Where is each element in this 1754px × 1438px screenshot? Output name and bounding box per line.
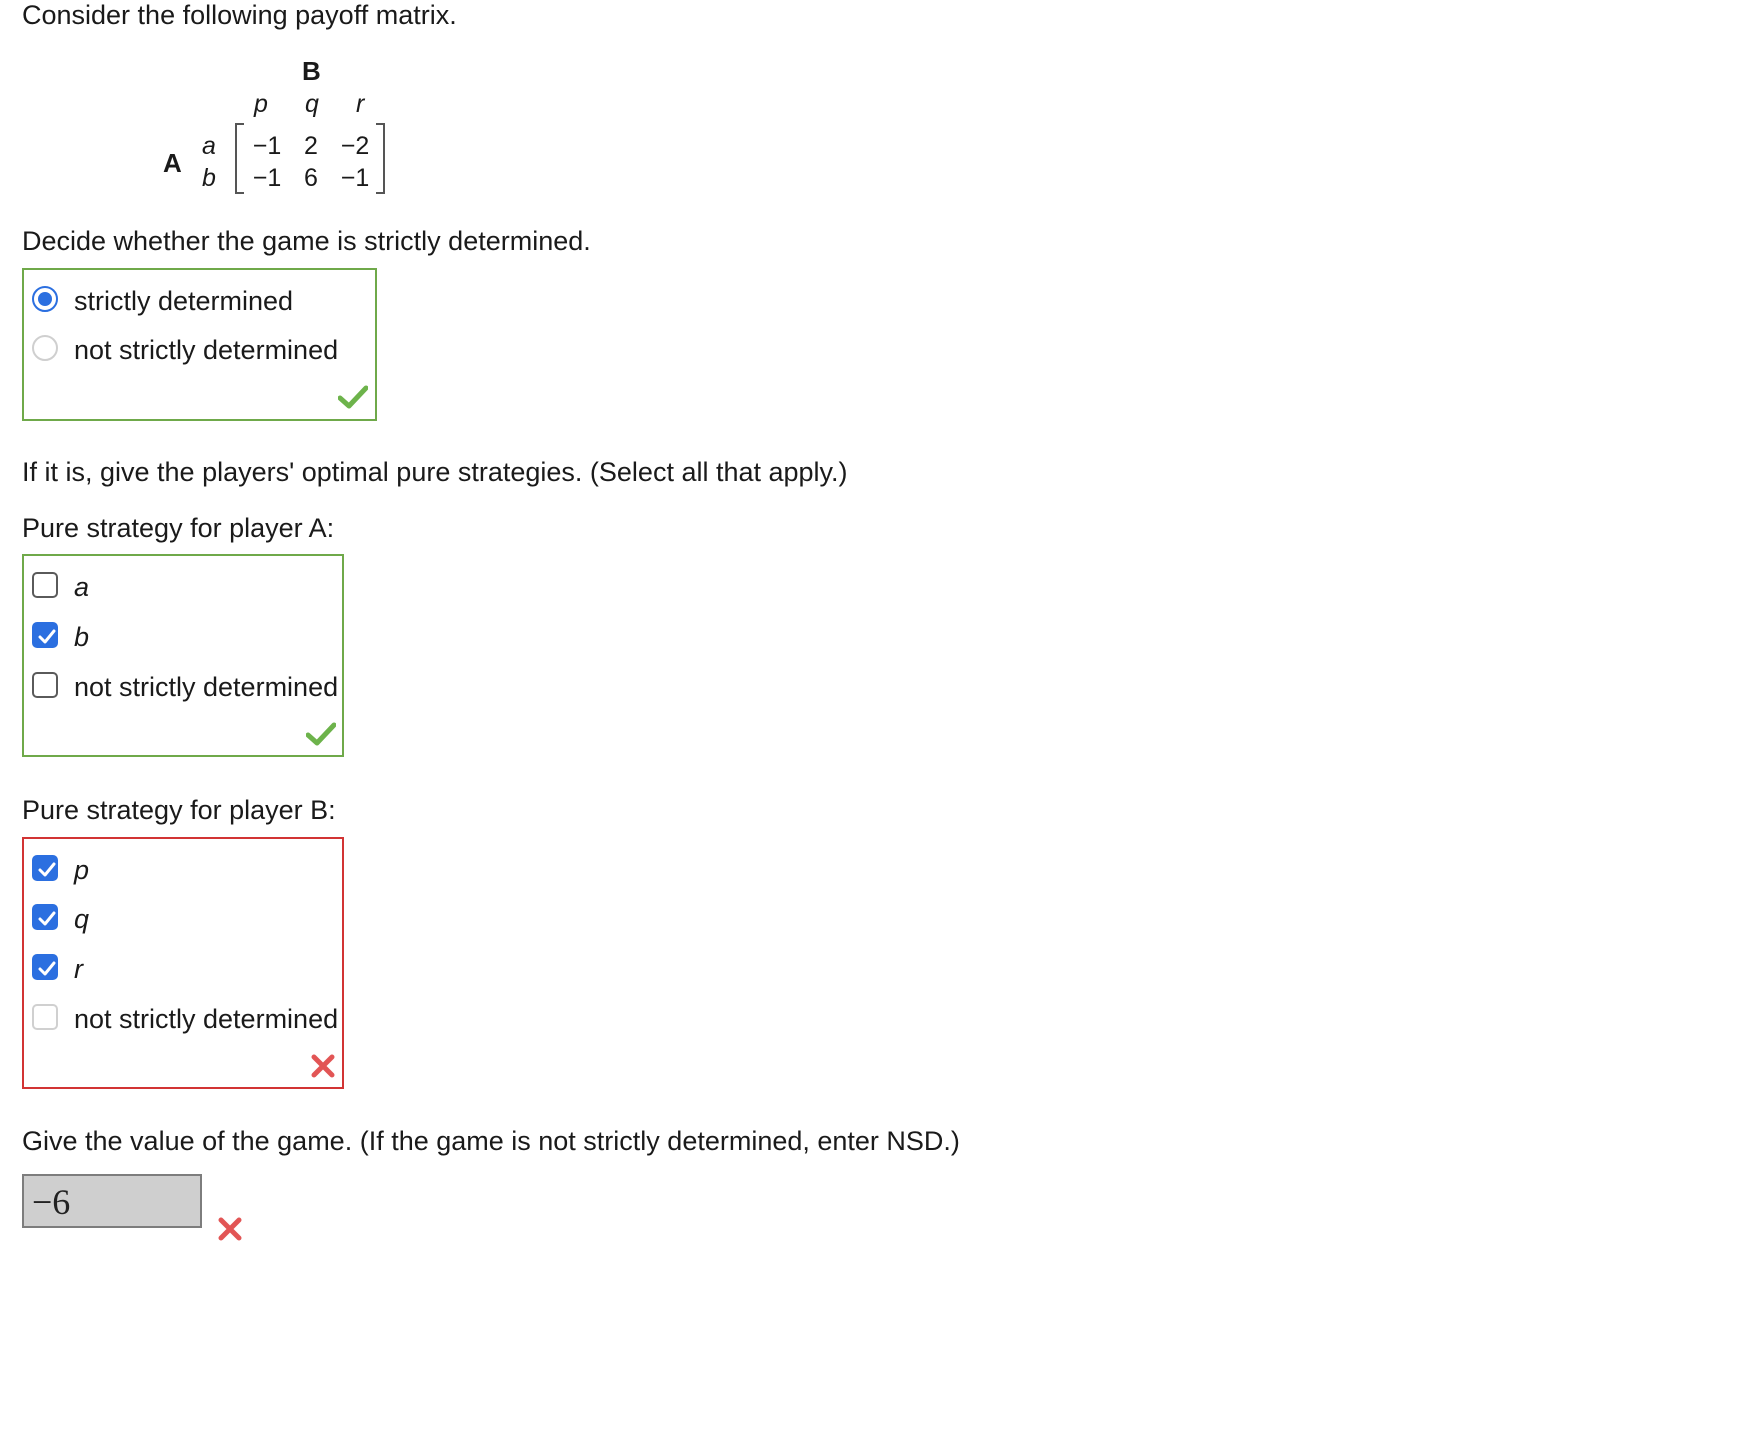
checkmark-icon xyxy=(306,722,336,746)
column-label-q: q xyxy=(305,90,319,118)
matrix-cell: −1 xyxy=(340,164,370,192)
radio-strictly-determined[interactable] xyxy=(32,286,58,312)
matrix-cell: 6 xyxy=(304,164,318,192)
row-label-b: b xyxy=(202,164,216,192)
matrix-cell: −1 xyxy=(252,164,282,192)
option-label: a xyxy=(74,572,90,602)
checkbox-r[interactable] xyxy=(32,954,58,980)
strictly-determined-question: Decide whether the game is strictly determined. xyxy=(22,226,591,256)
player-a-answer-box xyxy=(22,554,344,757)
game-value-question: Give the value of the game. (If the game is not strictly determined, enter NSD.) xyxy=(22,1126,960,1156)
option-label: strictly determined xyxy=(74,286,294,316)
row-player-label: A xyxy=(163,148,182,178)
matrix-cell: −1 xyxy=(252,132,282,160)
option-label: not strictly determined xyxy=(74,335,339,365)
intro-text: Consider the following payoff matrix. xyxy=(22,0,457,30)
game-value-input[interactable]: −6 xyxy=(22,1174,202,1228)
column-label-p: p xyxy=(254,90,268,118)
column-player-label: B xyxy=(302,56,321,86)
strictly-determined-answer-box xyxy=(22,268,377,421)
radio-not-strictly-determined[interactable] xyxy=(32,335,58,361)
option-label: not strictly determined xyxy=(74,672,339,702)
option-label: r xyxy=(74,954,83,984)
cross-icon xyxy=(310,1053,336,1079)
player-b-answer-box xyxy=(22,837,344,1089)
checkbox-p[interactable] xyxy=(32,855,58,881)
pure-strategies-question: If it is, give the players' optimal pure strategies. (Select all that apply.) xyxy=(22,457,848,487)
player-a-question: Pure strategy for player A: xyxy=(22,513,335,543)
matrix-cell: 2 xyxy=(304,132,318,160)
matrix-cell: −2 xyxy=(340,132,370,160)
column-label-r: r xyxy=(356,90,365,118)
checkbox-a[interactable] xyxy=(32,572,58,598)
checkbox-b[interactable] xyxy=(32,622,58,648)
checkbox-not-strictly-determined[interactable] xyxy=(32,1004,58,1030)
checkmark-icon xyxy=(338,385,368,409)
option-label: p xyxy=(74,855,90,885)
checkbox-q[interactable] xyxy=(32,904,58,930)
player-b-question: Pure strategy for player B: xyxy=(22,795,336,825)
option-label: q xyxy=(74,904,90,934)
option-label: not strictly determined xyxy=(74,1004,339,1034)
checkbox-not-strictly-determined[interactable] xyxy=(32,672,58,698)
cross-icon xyxy=(217,1216,243,1242)
row-label-a: a xyxy=(202,132,216,160)
option-label: b xyxy=(74,622,90,652)
